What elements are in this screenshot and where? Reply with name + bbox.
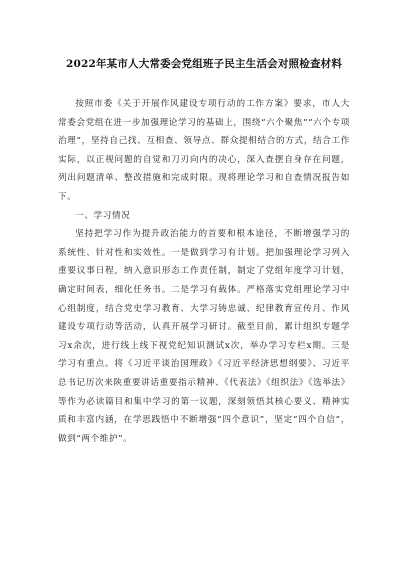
intro-paragraph: 按照市委《关于开展作风建设专项行动的工作方案》要求，市人大常委会党组在进一步加强理论学习的基础上，围绕“六个聚焦”“六个专项治理”，坚持自己找、互相查、领导点、群众提相结合的方式，结合工作实际，以正视问题的自觉和刀刃向内的决心，深入查摆自身存在问题，列出问题清单、整改措施和完成时限。现将理论学习和自查情况报告如下。 bbox=[58, 99, 350, 202]
section-heading-study: 一、学习情况 bbox=[75, 210, 131, 221]
study-paragraph: 坚持把学习作为提升政治能力的首要和根本途径，不断增强学习的系统性、针对性和实效性。一是做到学习有计划。把加强理论学习列入重要议事日程，纳入意识形态工作责任制，制定了党组年度学习计划，确定时间表，细化任务书。二是学习有载体。严格落实党组理论学习中心组制度，结合党史学习教育、大学习铸忠诚、纪律教育宣传月、作风建设专项行动等活动，认真开展学习研讨。截至目前，累计组织专题学习x余次，进行线上线下视党纪知识测试x次，举办学习专栏x期。三是学习有重点。将《习近平谈治国理政》《习近平经济思想纲要》、习近平总书记历次来陕重要讲话重要指示精神、《代表法》《组织法》《选举法》等作为必读篇目和集中学习的第一议题，深刻领悟其核心要义、精神实质和丰富内涵，在学思践悟中不断增强“四个意识”，坚定“四个自信”，做到“两个维护”。 bbox=[58, 229, 350, 444]
document-title: 2022年某市人大常委会党组班子民主生活会对照检查材料 bbox=[65, 58, 343, 70]
document-body bbox=[58, 95, 350, 448]
